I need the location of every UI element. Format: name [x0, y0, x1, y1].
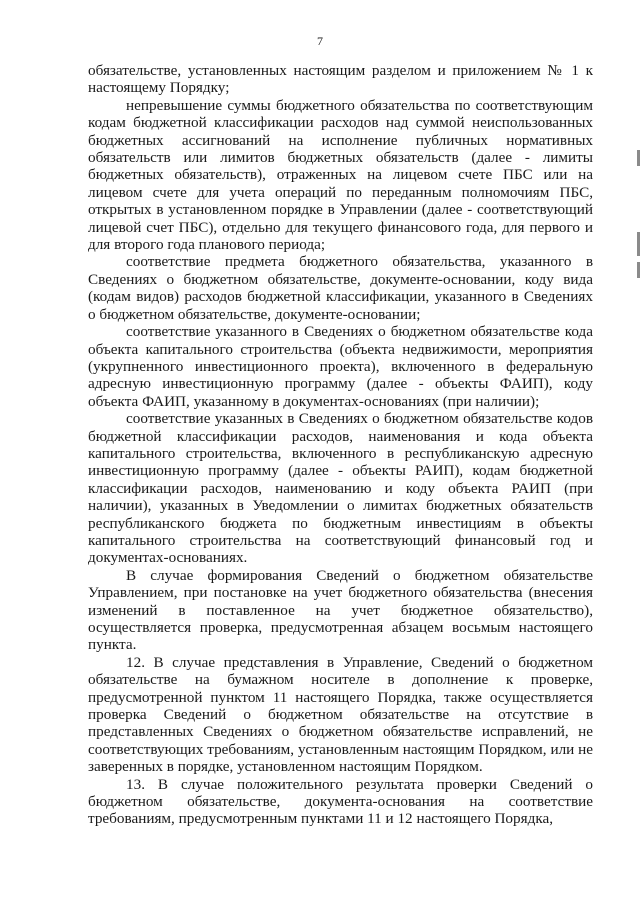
paragraph-subject-correspondence: соответствие предмета бюджетного обязательства, указанного в Сведениях о бюджетном обязательстве, документе-основании, коду вида (кодам видов) расходов бюджетной классификации, указанного в Сведениях о бюджетном обязательстве, документе-основании;: [88, 253, 593, 323]
paragraph-item-12: 12. В случае представления в Управление, Сведений о бюджетном обязательстве на бумажном носителе в дополнение к проверке, предусмотренной пунктом 11 настоящего Порядка, также осуществляется проверка Сведений о бюджетном обязательстве на отсутствие в представленных Сведениях о бюджетном обязательстве исправлений, не соответствующих требованиям, установленным настоящим Порядком, или не заверенных в порядке, установленном настоящим Порядком.: [88, 653, 593, 776]
paragraph-management-formation: В случае формирования Сведений о бюджетном обязательстве Управлением, при постановке на учет бюджетного обязательства (внесения изменений в поставленное на учет бюджетное обязательство), осуществляется проверка, предусмотренная абзацем восьмым настоящего пункта.: [88, 566, 593, 654]
paragraph-raip-code-check: соответствие указанных в Сведениях о бюджетном обязательстве кодов бюджетной классификации расходов, наименования и кода объекта капитального строительства, включенного в республиканскую адресную инвестиционную программу (далее - объекты РАИП), кодам бюджетной классификации расходов, наименованию и коду объекта РАИП (при наличии), указанных в Уведомлении о лимитах бюджетных обязательств республиканского бюджета по бюджетным инвестициям в объекты капитального строительства на соответствующий финансовый год и документах-основаниях.: [88, 410, 593, 567]
paragraph-continuation: обязательстве, установленных настоящим разделом и приложением № 1 к настоящему Порядку;: [88, 62, 593, 97]
page-number: 7: [317, 34, 323, 48]
paragraph-faip-code-check: соответствие указанного в Сведениях о бюджетном обязательстве кода объекта капитального строительства (объекта недвижимости, мероприятия (укрупненного инвестиционного проекта), включенного в федеральную адресную инвестиционную программу (далее - объекты ФАИП), коду объекта ФАИП, указанному в документах-основаниях (при наличии);: [88, 323, 593, 410]
paragraph-item-13: 13. В случае положительного результата проверки Сведений о бюджетном обязательстве, документа-основания на соответствие требованиям, предусмотренным пунктами 11 и 12 настоящего Порядка,: [88, 775, 593, 828]
paragraph-budget-limit-check: непревышение суммы бюджетного обязательства по соответствующим кодам бюджетной классификации расходов над суммой неиспользованных бюджетных ассигнований на исполнение публичных нормативных обязательств или лимитов бюджетных обязательств (далее - лимиты бюджетных обязательств), отраженных на лицевом счете ПБС или на лицевом счете для учета операций по переданным полномочиям ПБС, открытых в установленном порядке в Управлении (далее - соответствующий лицевой счет ПБС), отдельно для текущего финансового года, для первого и для второго года планового периода;: [88, 96, 593, 254]
document-body: [88, 62, 593, 828]
